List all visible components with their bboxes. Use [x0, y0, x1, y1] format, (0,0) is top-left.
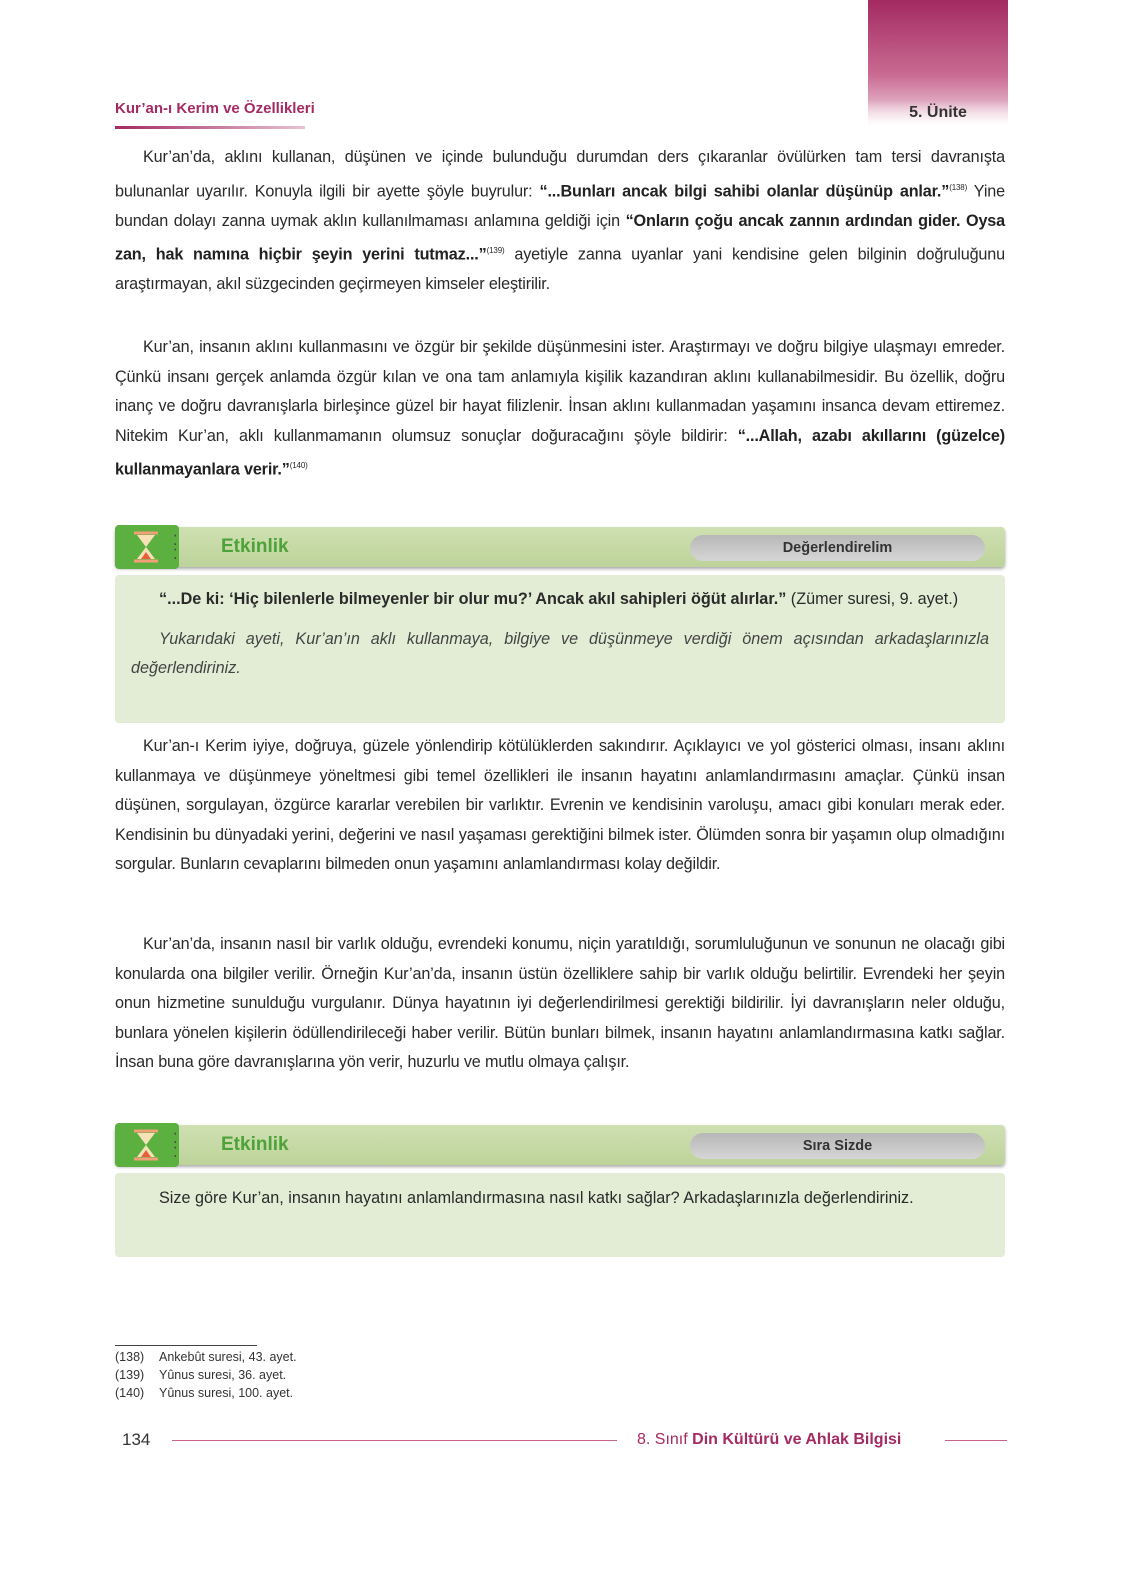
activity-tag: Sıra Sizde [690, 1133, 985, 1159]
paragraph-2 [115, 333, 1005, 485]
footnote [115, 1386, 293, 1400]
activity-box-1 [115, 575, 1005, 723]
grade-label: 8. Sınıf [637, 1431, 688, 1448]
book-title [637, 1431, 901, 1449]
activity-quote [115, 585, 1005, 615]
footnote [115, 1368, 286, 1382]
text-segment: Yine bundan dolayı zanna uymak aklın kullanılmaması anlamına geldiği için [115, 181, 1005, 230]
paragraph-1 [115, 143, 1005, 300]
activity-task: Yukarıdaki ayeti, Kur’an’ın aklı kullanmaya, bilgiye ve düşünmeye verdiği önem açısından arkadaşlarınızla değerlendiriniz. [131, 629, 989, 678]
activity-header-1 [115, 527, 1005, 567]
footnote-ref: (138) [949, 182, 968, 192]
chapter-title: Kur’an-ı Kerim ve Özellikleri [115, 100, 315, 117]
activity-title: Etkinlik [221, 536, 289, 557]
paragraph-4 [115, 930, 1005, 1078]
text-segment: ayetiyle zanna uyanlar yani kendisine gelen bilginin doğruluğunu araştırmayan, akıl süzgecinden geçirmeyen kimseler eleştirilir. [115, 245, 1005, 294]
text-segment: Kur’an, insanın aklını kullanmasını ve özgür bir şekilde düşünmesini ister. Araştırmayı ve doğru bilgiye ulaşmayı emreder. Çünkü insanı gerçek anlamda özgür kılan ve ona tam anlamıyla kişilik kazandıran aklını kullanabilmesidir. Bu özellik, doğru inanç ve doğru davranışlarla birleşince güzel bir hayat filizlenir. İnsan aklını kullanmadan yaşamını insanca devam ettiremez. Nitekim Kur’an, aklı kullanmamanın olumsuz sonuçlar doğuracağını şöyle bildirir: [115, 338, 1005, 445]
verse-quote: “...Bunları ancak bilgi sahibi olanlar düşünüp anlar.” [539, 181, 950, 200]
page-number: 134 [122, 1430, 151, 1449]
dots-icon: ⁚ ⁚ [173, 532, 178, 562]
verse-quote: “Onların çoğu ancak zannın ardından gider. Oysa zan, hak namına hiçbir şeyin yerini tutmaz...” [115, 211, 1005, 264]
footnote-text: Yûnus suresi, 36. ayet. [159, 1368, 287, 1382]
footnote-text: Yûnus suresi, 100. ayet. [159, 1386, 294, 1400]
text-segment: Kur’an-ı Kerim iyiye, doğruya, güzele yönlendirip kötülüklerden sakındırır. Açıklayıcı ve yol gösterici olması, insanı aklını kullanmaya ve düşünmeye yöneltmesi gibi temel özellikleri ile insanın hayatını anlamlandırmasını amaçlar. Çünkü insan düşünen, sorgulayan, özgürce kararlar verebilen bir varlıktır. Evrenin ve kendisinin varoluşu, amacı gibi konuları merak eder. Kendisinin bu dünyadaki yerini, değerini ve nasıl yaşaması gerektiğini bilmek ister. Ölümden sonra bir yaşamın olup olmadığını sorgular. Bunların cevaplarını bilmeden onun yaşamını anlamlandırması kolay değildir. [115, 737, 1005, 874]
dots-icon: ⁚ ⁚ [173, 1130, 178, 1160]
footnote-number: (140) [115, 1386, 145, 1400]
footnote-ref: (139) [486, 246, 505, 256]
footnote-divider [115, 1345, 257, 1346]
book-name: Din Kültürü ve Ahlak Bilgisi [692, 1431, 902, 1448]
activity-header-2 [115, 1125, 1005, 1165]
activity-box-2 [115, 1173, 1005, 1257]
activity-title: Etkinlik [221, 1134, 289, 1155]
activity-tag: Değerlendirelim [690, 535, 985, 561]
footer-rule [172, 1440, 617, 1441]
verse-quote: “...Allah, azabı akıllarını (güzelce) kullanmayanlara verir.” [115, 426, 1005, 479]
hourglass-icon [115, 1123, 179, 1167]
activity-task: Size göre Kur’an, insanın hayatını anlamlandırmasına nasıl katkı sağlar? Arkadaşlarınızla değerlendiriniz. [159, 1189, 914, 1207]
footer-rule [945, 1440, 1007, 1441]
footnote-number: (138) [115, 1350, 145, 1364]
quote-text: “...De ki: ‘Hiç bilenlerle bilmeyenler bir olur mu?’ Ancak akıl sahipleri öğüt alırlar.” [159, 590, 787, 608]
footnote-text: Ankebût suresi, 43. ayet. [159, 1350, 297, 1364]
footnote-ref: (140) [289, 461, 308, 471]
paragraph-3 [115, 732, 1005, 880]
hourglass-icon [115, 525, 179, 569]
unit-label: 5. Ünite [868, 100, 1008, 126]
text-segment: Kur’an’da, aklını kullanan, düşünen ve içinde bulunduğu durumdan ders çıkaranlar övülürken tam tersi davranışta bulunanlar uyarılır. Konuyla ilgili bir ayette şöyle buyrulur: [115, 148, 1005, 200]
footnote [115, 1350, 297, 1364]
footnote-number: (139) [115, 1368, 145, 1382]
chapter-underline [115, 126, 305, 129]
quote-source: (Zümer suresi, 9. ayet.) [786, 590, 959, 608]
text-segment: Kur’an’da, insanın nasıl bir varlık olduğu, evrendeki konumu, niçin yaratıldığı, sorumluluğunun ve sonunun ne olacağı gibi konularda ona bilgiler verilir. Örneğin Kur’an’da, insanın üstün özelliklere sahip bir varlık olduğu belirtilir. Evrendeki her şeyin onun hizmetine sunulduğu vurgulanır. Dünya hayatının iyi değerlendirilmesi gerektiği bildirilir. İyi davranışların neler olduğu, bunlara yönelen kişilerin ödüllendirileceği haber verilir. Bütün bunları bilmek, insanın hayatını anlamlandırmasına katkı sağlar. İnsan buna göre davranışlarına yön verir, huzurlu ve mutlu olmaya çalışır. [115, 935, 1005, 1072]
